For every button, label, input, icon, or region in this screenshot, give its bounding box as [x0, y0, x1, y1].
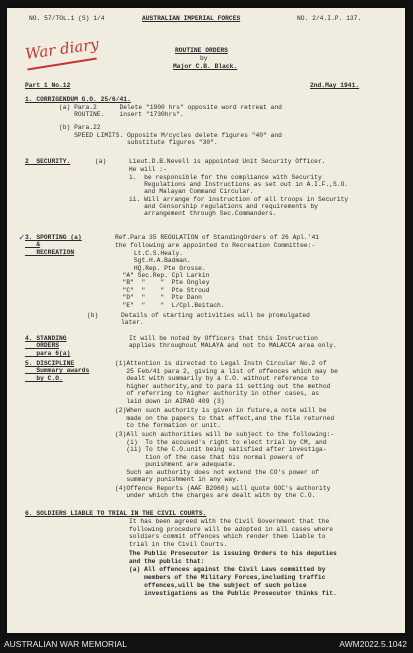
section-3-heading: 3. SPORTING (a) & RECREATION — [25, 234, 82, 256]
section-5-line: to the formation or unit. — [115, 422, 221, 429]
header-right-reference: NO. 2/4.I.P. 137. — [297, 15, 362, 22]
part-number: Part 1 No.12 — [25, 82, 71, 89]
section-2-line: and Malayan Command Circular. — [95, 188, 254, 195]
section-5-line: punishment are adequate. — [115, 461, 236, 468]
section-1-line: substitute figures "30". — [59, 139, 218, 146]
section-6-line: The Public Prosecutor is issuing Orders to his deputies — [129, 550, 337, 557]
section-3-line: Ref.Para 35 REGULATION of StandingOrders of 26 Apl.'41 — [115, 234, 320, 241]
section-1-line: SPEED LIMITS. Opposite M/cycles delete figures "40" and — [59, 132, 282, 139]
section-5-line: under which the charges are dealt with by the C.O. — [115, 492, 316, 499]
section-3-line: "B" " " Pte Ongley — [115, 279, 210, 286]
footer-accession-number: AWM2022.5.1042 — [339, 639, 407, 649]
section-6-line: It has been agreed with the Civil Government that the — [129, 518, 330, 525]
order-date: 2nd.May 1941. — [310, 82, 360, 89]
section-3-line: the following are appointed to Recreation Committee:- — [115, 242, 316, 249]
footer-archive-name: AUSTRALIAN WAR MEMORIAL — [4, 639, 127, 649]
section-5-line: made on the papers to that effect,and the file returned — [115, 415, 335, 422]
section-3-line: "D" " " Pte Dann — [115, 294, 202, 301]
section-4-heading: 4. STANDING ORDERS para 6(a) — [25, 335, 71, 357]
section-6-line: following procedure will be adopted in all cases where — [129, 526, 334, 533]
section-5-line: laid down in AIRAO 409 (3) — [115, 398, 225, 405]
section-5-line: higher authority,and to para 11 setting out the method — [115, 383, 331, 390]
section-5-line: of referring to higher authority in other cases, as — [115, 390, 320, 397]
section-1-line: (b) Para.22 — [59, 124, 101, 131]
section-3-line: HQ.Rep. Pte Grosse. — [115, 265, 206, 272]
section-2-line: Regulations and Instructions as set out in A.I.F.,S.O. — [95, 181, 349, 188]
section-1-line: ROUTINE. insert "1730hrs". — [59, 111, 184, 118]
section-3-line: Lt.C.S.Healy. — [115, 250, 184, 257]
section-1-line: (a) Para.2 Delete "1900 hrs" opposite word retreat and — [59, 104, 282, 111]
section-3-line: "C" " " Pte Stroud — [115, 287, 210, 294]
section-3-line: Sgt.H.A.Badman. — [115, 257, 191, 264]
document-page — [7, 8, 405, 633]
section-6-line: investigations as the Public Prosecutor thinks fit. — [129, 590, 337, 597]
section-3-line: "A" Sec.Rep. Cpl Larkin — [115, 272, 210, 279]
officer-name: Major C.B. Black. — [173, 63, 238, 70]
section-2-line: ii. Will arrange for instruction of all troops in Security — [95, 196, 349, 203]
section-6-line: soldiers commit offences which render them liable to — [129, 533, 326, 540]
section-3-line: "E" " " L/Cpl.Beitach. — [115, 302, 225, 309]
check-mark-icon: ✓ — [19, 233, 25, 243]
section-6-line: trial in the Civil Courts. — [129, 541, 228, 548]
section-5-line: Such an authority does not extend the CO's power of — [115, 469, 320, 476]
section-6-line: members of the Military Forces,including traffic — [129, 574, 326, 581]
section-5-line: (4)Offence Reports (AAF B2060) will quote GOC's authority — [115, 485, 331, 492]
section-6-heading: 6. SOLDIERS LIABLE TO TRIAL IN THE CIVIL COURTS. — [25, 510, 207, 517]
section-5-line: (i) To the accused's right to elect trial by CM, and — [115, 439, 327, 446]
section-2-line: He will :- — [95, 166, 167, 173]
section-5-line: summary punishment in any way. — [115, 476, 240, 483]
section-2-line: arrangement through Sec.Commanders. — [95, 210, 277, 217]
section-5-line: 25 Feb/41 para 2, giving a list of offences which may be — [115, 368, 338, 375]
section-2-line: i. be responsible for the compliance with Security — [95, 174, 322, 181]
section-2-line: and Censorship regulations and requirements by — [95, 203, 318, 210]
header-left-reference: NO. 57/TOL.1 (S) 1/4 — [29, 15, 105, 22]
routine-orders-title: ROUTINE ORDERS — [175, 47, 228, 54]
header-title: AUSTRALIAN IMPERIAL FORCES — [142, 15, 241, 22]
section-5-line: (ii) To the C.O.unit being satisfied after investiga- — [115, 446, 327, 453]
handwritten-annotation: War diary — [24, 34, 100, 64]
section-3-b: (b) Details of starting activities will be promulgated later. — [87, 312, 310, 327]
section-1-heading: 1. CORRIGENDUM G.O. 25/6/41. — [25, 96, 131, 103]
by-label: by — [200, 55, 208, 62]
section-5-line: (1)Attention is directed to Legal Instn Circular No.2 of — [115, 360, 327, 367]
section-5-line: dealt with summarily by a C.O. without reference to — [115, 375, 320, 382]
section-5-line: tion of the case that his normal powers of — [115, 454, 304, 461]
section-5-line: (3)All such authorities will be subject to the following:- — [115, 431, 335, 438]
section-5-line: (2)When such authority is given in future,a note will be — [115, 407, 327, 414]
section-5-heading: 5. DISCIPLINE Summary awards by C.O. — [25, 360, 90, 382]
section-2-line: (a) Lieut.D.B.Nevell is appointed Unit Security Officer. — [95, 158, 326, 165]
section-6-line: and the public that: — [129, 558, 205, 565]
section-6-line: (a) All offences against the Civil Laws committed by — [129, 566, 326, 573]
section-2-heading: 2 SECURITY. — [25, 158, 71, 165]
section-4-text: It will be noted by Officers that this Instruction applies throughout MALAYA and not to MALACCA area only. — [129, 335, 337, 350]
section-6-line: offences,will be the subject of such police — [129, 582, 307, 589]
